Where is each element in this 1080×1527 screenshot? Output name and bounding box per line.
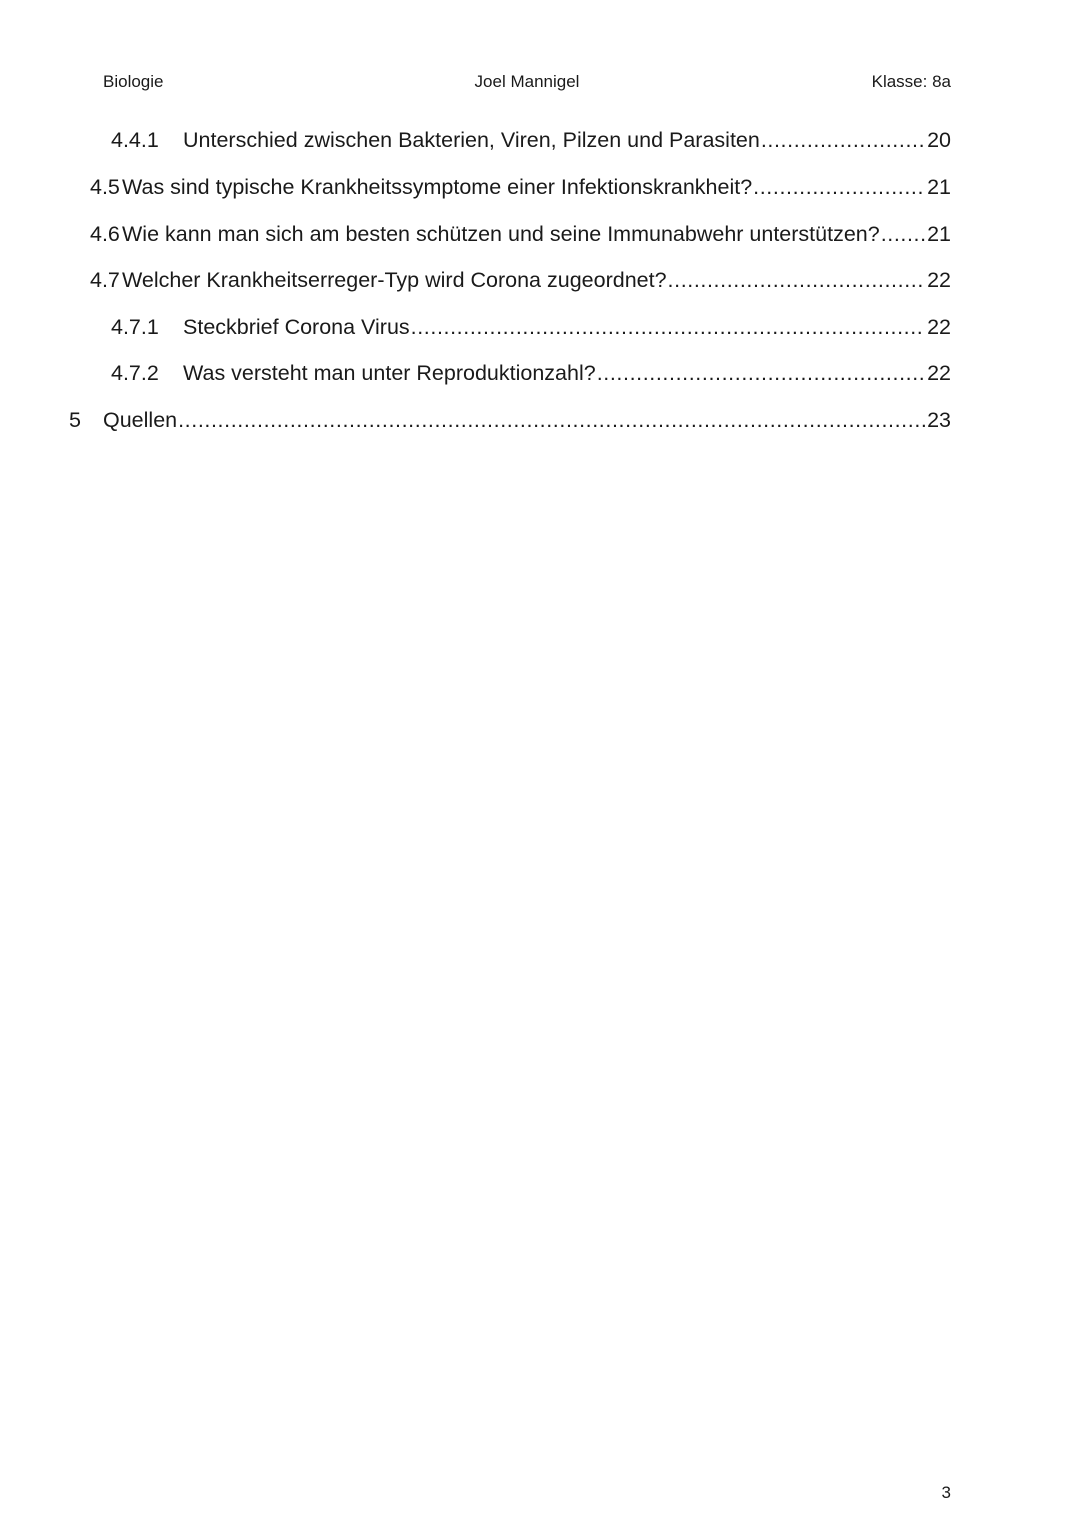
toc-entry-page: 22 [927,361,951,385]
toc-entry-number: 4.4.1 [111,128,159,152]
toc-entry-page: 23 [927,408,951,432]
toc-entry-4-5[interactable] [90,175,951,205]
toc-entry-number: 4.7.1 [111,315,159,339]
toc-entry-4-6[interactable] [90,222,951,252]
toc-entry-4-7-2[interactable] [111,361,951,391]
header-subject: Biologie [103,72,164,91]
header-class: Klasse: 8a [871,72,951,91]
toc-dot-leader [178,408,925,433]
toc-dot-leader [411,315,925,340]
page-header [103,72,951,98]
toc-entry-title: Wie kann man sich am besten schützen und seine Immunabwehr unterstützen? [122,222,880,246]
toc-entry-title: Was versteht man unter Reproduktionzahl? [183,361,596,385]
toc-entry-4-7-1[interactable] [111,315,951,345]
toc-entry-page: 22 [927,315,951,339]
toc-entry-page: 21 [927,175,951,199]
header-author: Joel Mannigel [474,72,580,91]
toc-entry-4-4-1[interactable] [111,128,951,158]
toc-entry-title: Unterschied zwischen Bakterien, Viren, Pilzen und Parasiten [183,128,760,152]
toc-dot-leader [597,361,925,386]
toc-entry-number: 4.5 [90,175,120,199]
toc-dot-leader [761,128,925,153]
toc-entry-title: Steckbrief Corona Virus [183,315,410,339]
toc-entry-4-7[interactable] [90,268,951,298]
toc-entry-page: 20 [927,128,951,152]
toc-entry-number: 4.7 [90,268,120,292]
toc-dot-leader [881,222,925,247]
page-number: 3 [941,1483,951,1502]
toc-entry-title: Welcher Krankheitserreger-Typ wird Corona zugeordnet? [122,268,667,292]
toc-entry-number: 4.6 [90,222,120,246]
toc-dot-leader [668,268,925,293]
toc-entry-title: Quellen [103,408,178,432]
toc-entry-page: 22 [927,268,951,292]
toc-entry-title: Was sind typische Krankheitssymptome einer Infektionskrankheit? [122,175,753,199]
toc-entry-number: 5 [69,408,81,432]
toc-entry-5[interactable] [69,408,951,438]
toc-entry-page: 21 [927,222,951,246]
toc-dot-leader [753,175,925,200]
toc-entry-number: 4.7.2 [111,361,159,385]
